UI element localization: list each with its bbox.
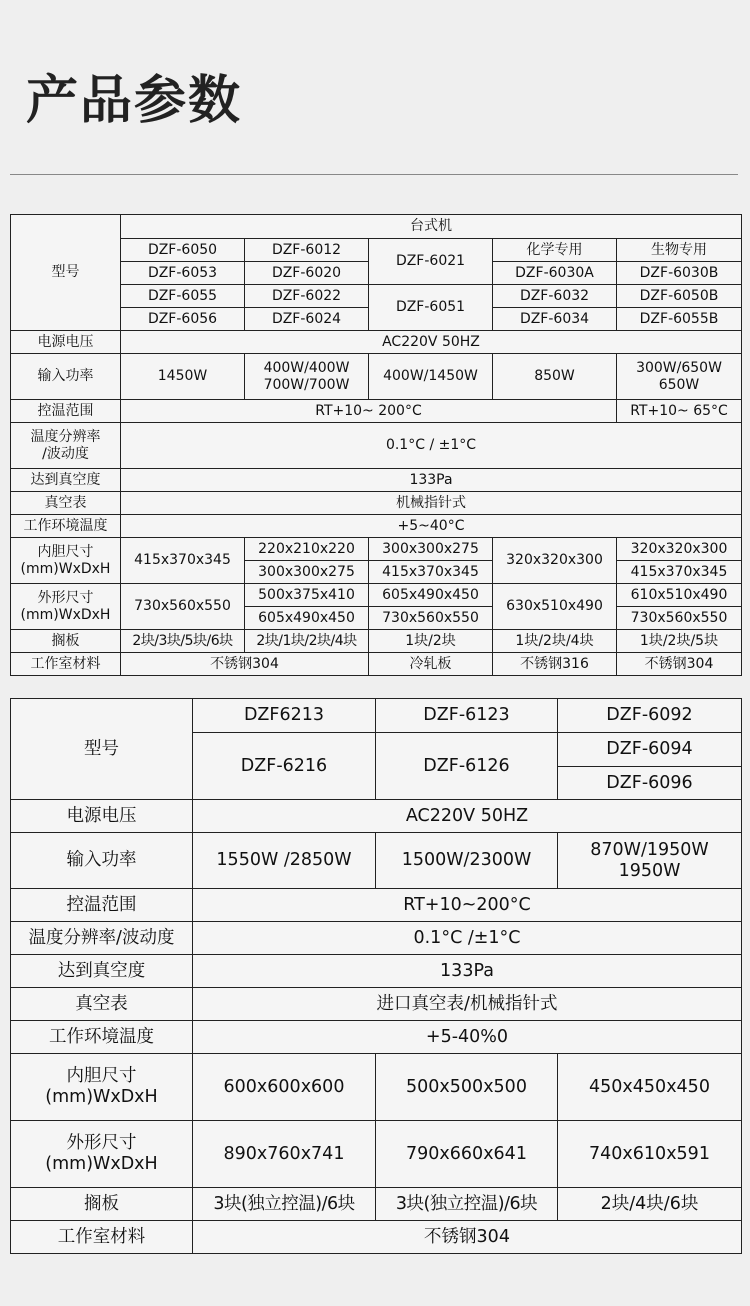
material-value: 不锈钢304	[193, 1221, 742, 1254]
material-value: 冷轧板	[369, 653, 493, 676]
row-label: 输入功率	[11, 833, 193, 889]
model-cell: DZF-6021	[369, 239, 493, 285]
model-cell: DZF-6096	[558, 767, 742, 800]
model-cell: DZF-6053	[121, 262, 245, 285]
model-cell: DZF-6055B	[617, 308, 742, 331]
inner-size-value: 220x210x220	[245, 538, 369, 561]
row-label: 真空表	[11, 492, 121, 515]
row-label: 搁板	[11, 1188, 193, 1221]
material-value: 不锈钢304	[121, 653, 369, 676]
material-value: 不锈钢304	[617, 653, 742, 676]
power-value: 850W	[493, 354, 617, 400]
outer-size-value: 730x560x550	[121, 584, 245, 630]
inner-size-value: 415x370x345	[121, 538, 245, 584]
row-label: 工作环境温度	[11, 1021, 193, 1054]
subgroup-header-chem: 化学专用	[493, 239, 617, 262]
model-cell: DZF-6055	[121, 285, 245, 308]
inner-size-value: 320x320x300	[617, 538, 742, 561]
inner-size-value: 300x300x275	[369, 538, 493, 561]
inner-size-value: 500x500x500	[376, 1054, 558, 1121]
temp-range-value: RT+10~ 65°C	[617, 400, 742, 423]
power-value: 1500W/2300W	[376, 833, 558, 889]
power-value: 300W/650W 650W	[617, 354, 742, 400]
outer-size-value: 630x510x490	[493, 584, 617, 630]
shelves-value: 2块/1块/2块/4块	[245, 630, 369, 653]
model-label: 型号	[11, 215, 121, 331]
env-temp-value: +5~40°C	[121, 515, 742, 538]
row-label: 真空表	[11, 988, 193, 1021]
outer-size-value: 605x490x450	[245, 607, 369, 630]
row-label: 达到真空度	[11, 955, 193, 988]
spec-table-benchtop	[10, 214, 742, 676]
model-cell: DZF-6030A	[493, 262, 617, 285]
model-cell: DZF-6123	[376, 699, 558, 733]
row-label: 控温范围	[11, 889, 193, 922]
model-cell: DZF-6022	[245, 285, 369, 308]
outer-size-value: 605x490x450	[369, 584, 493, 607]
subgroup-header-bio: 生物专用	[617, 239, 742, 262]
group-header: 台式机	[121, 215, 742, 239]
outer-size-value: 890x760x741	[193, 1121, 376, 1188]
row-label: 搁板	[11, 630, 121, 653]
temp-range-value: RT+10~200°C	[193, 889, 742, 922]
vacuum-value: 133Pa	[193, 955, 742, 988]
row-label: 温度分辨率/波动度	[11, 922, 193, 955]
page-title: 产品参数	[26, 71, 243, 131]
row-label: 外形尺寸 (mm)WxDxH	[11, 584, 121, 630]
outer-size-value: 740x610x591	[558, 1121, 742, 1188]
row-label: 温度分辨率 /波动度	[11, 423, 121, 469]
row-label: 电源电压	[11, 331, 121, 354]
gauge-value: 机械指针式	[121, 492, 742, 515]
row-label: 外形尺寸 (mm)WxDxH	[11, 1121, 193, 1188]
vacuum-value: 133Pa	[121, 469, 742, 492]
outer-size-value: 500x375x410	[245, 584, 369, 607]
row-label: 内胆尺寸 (mm)WxDxH	[11, 538, 121, 584]
model-label: 型号	[11, 699, 193, 800]
outer-size-value: 730x560x550	[617, 607, 742, 630]
model-cell: DZF-6216	[193, 733, 376, 800]
shelves-value: 2块/4块/6块	[558, 1188, 742, 1221]
power-value: 1550W /2850W	[193, 833, 376, 889]
outer-size-value: 610x510x490	[617, 584, 742, 607]
model-cell: DZF-6094	[558, 733, 742, 767]
model-cell: DZF-6032	[493, 285, 617, 308]
outer-size-value: 730x560x550	[369, 607, 493, 630]
inner-size-value: 300x300x275	[245, 561, 369, 584]
shelves-value: 3块(独立控温)/6块	[376, 1188, 558, 1221]
shelves-value: 1块/2块	[369, 630, 493, 653]
row-label: 工作室材料	[11, 1221, 193, 1254]
power-value: 400W/400W 700W/700W	[245, 354, 369, 400]
model-cell: DZF-6056	[121, 308, 245, 331]
model-cell: DZF-6050B	[617, 285, 742, 308]
env-temp-value: +5-40%0	[193, 1021, 742, 1054]
model-cell: DZF-6050	[121, 239, 245, 262]
model-cell: DZF-6030B	[617, 262, 742, 285]
model-cell: DZF-6024	[245, 308, 369, 331]
voltage-value: AC220V 50HZ	[121, 331, 742, 354]
power-value: 1450W	[121, 354, 245, 400]
inner-size-value: 320x320x300	[493, 538, 617, 584]
temp-range-value: RT+10~ 200°C	[121, 400, 617, 423]
inner-size-value: 450x450x450	[558, 1054, 742, 1121]
row-label: 内胆尺寸 (mm)WxDxH	[11, 1054, 193, 1121]
gauge-value: 进口真空表/机械指针式	[193, 988, 742, 1021]
model-cell: DZF-6020	[245, 262, 369, 285]
outer-size-value: 790x660x641	[376, 1121, 558, 1188]
row-label: 达到真空度	[11, 469, 121, 492]
model-cell: DZF-6034	[493, 308, 617, 331]
power-value: 400W/1450W	[369, 354, 493, 400]
model-cell: DZF-6126	[376, 733, 558, 800]
shelves-value: 2块/3块/5块/6块	[121, 630, 245, 653]
inner-size-value: 415x370x345	[617, 561, 742, 584]
inner-size-value: 600x600x600	[193, 1054, 376, 1121]
row-label: 输入功率	[11, 354, 121, 400]
shelves-value: 3块(独立控温)/6块	[193, 1188, 376, 1221]
row-label: 工作室材料	[11, 653, 121, 676]
resolution-value: 0.1°C /±1°C	[193, 922, 742, 955]
row-label: 工作环境温度	[11, 515, 121, 538]
voltage-value: AC220V 50HZ	[193, 800, 742, 833]
resolution-value: 0.1°C / ±1°C	[121, 423, 742, 469]
row-label: 控温范围	[11, 400, 121, 423]
material-value: 不锈钢316	[493, 653, 617, 676]
model-cell: DZF6213	[193, 699, 376, 733]
inner-size-value: 415x370x345	[369, 561, 493, 584]
shelves-value: 1块/2块/4块	[493, 630, 617, 653]
shelves-value: 1块/2块/5块	[617, 630, 742, 653]
model-cell: DZF-6092	[558, 699, 742, 733]
title-divider	[10, 174, 738, 175]
power-value: 870W/1950W 1950W	[558, 833, 742, 889]
model-cell: DZF-6012	[245, 239, 369, 262]
spec-table-large	[10, 698, 742, 1254]
model-cell: DZF-6051	[369, 285, 493, 331]
row-label: 电源电压	[11, 800, 193, 833]
